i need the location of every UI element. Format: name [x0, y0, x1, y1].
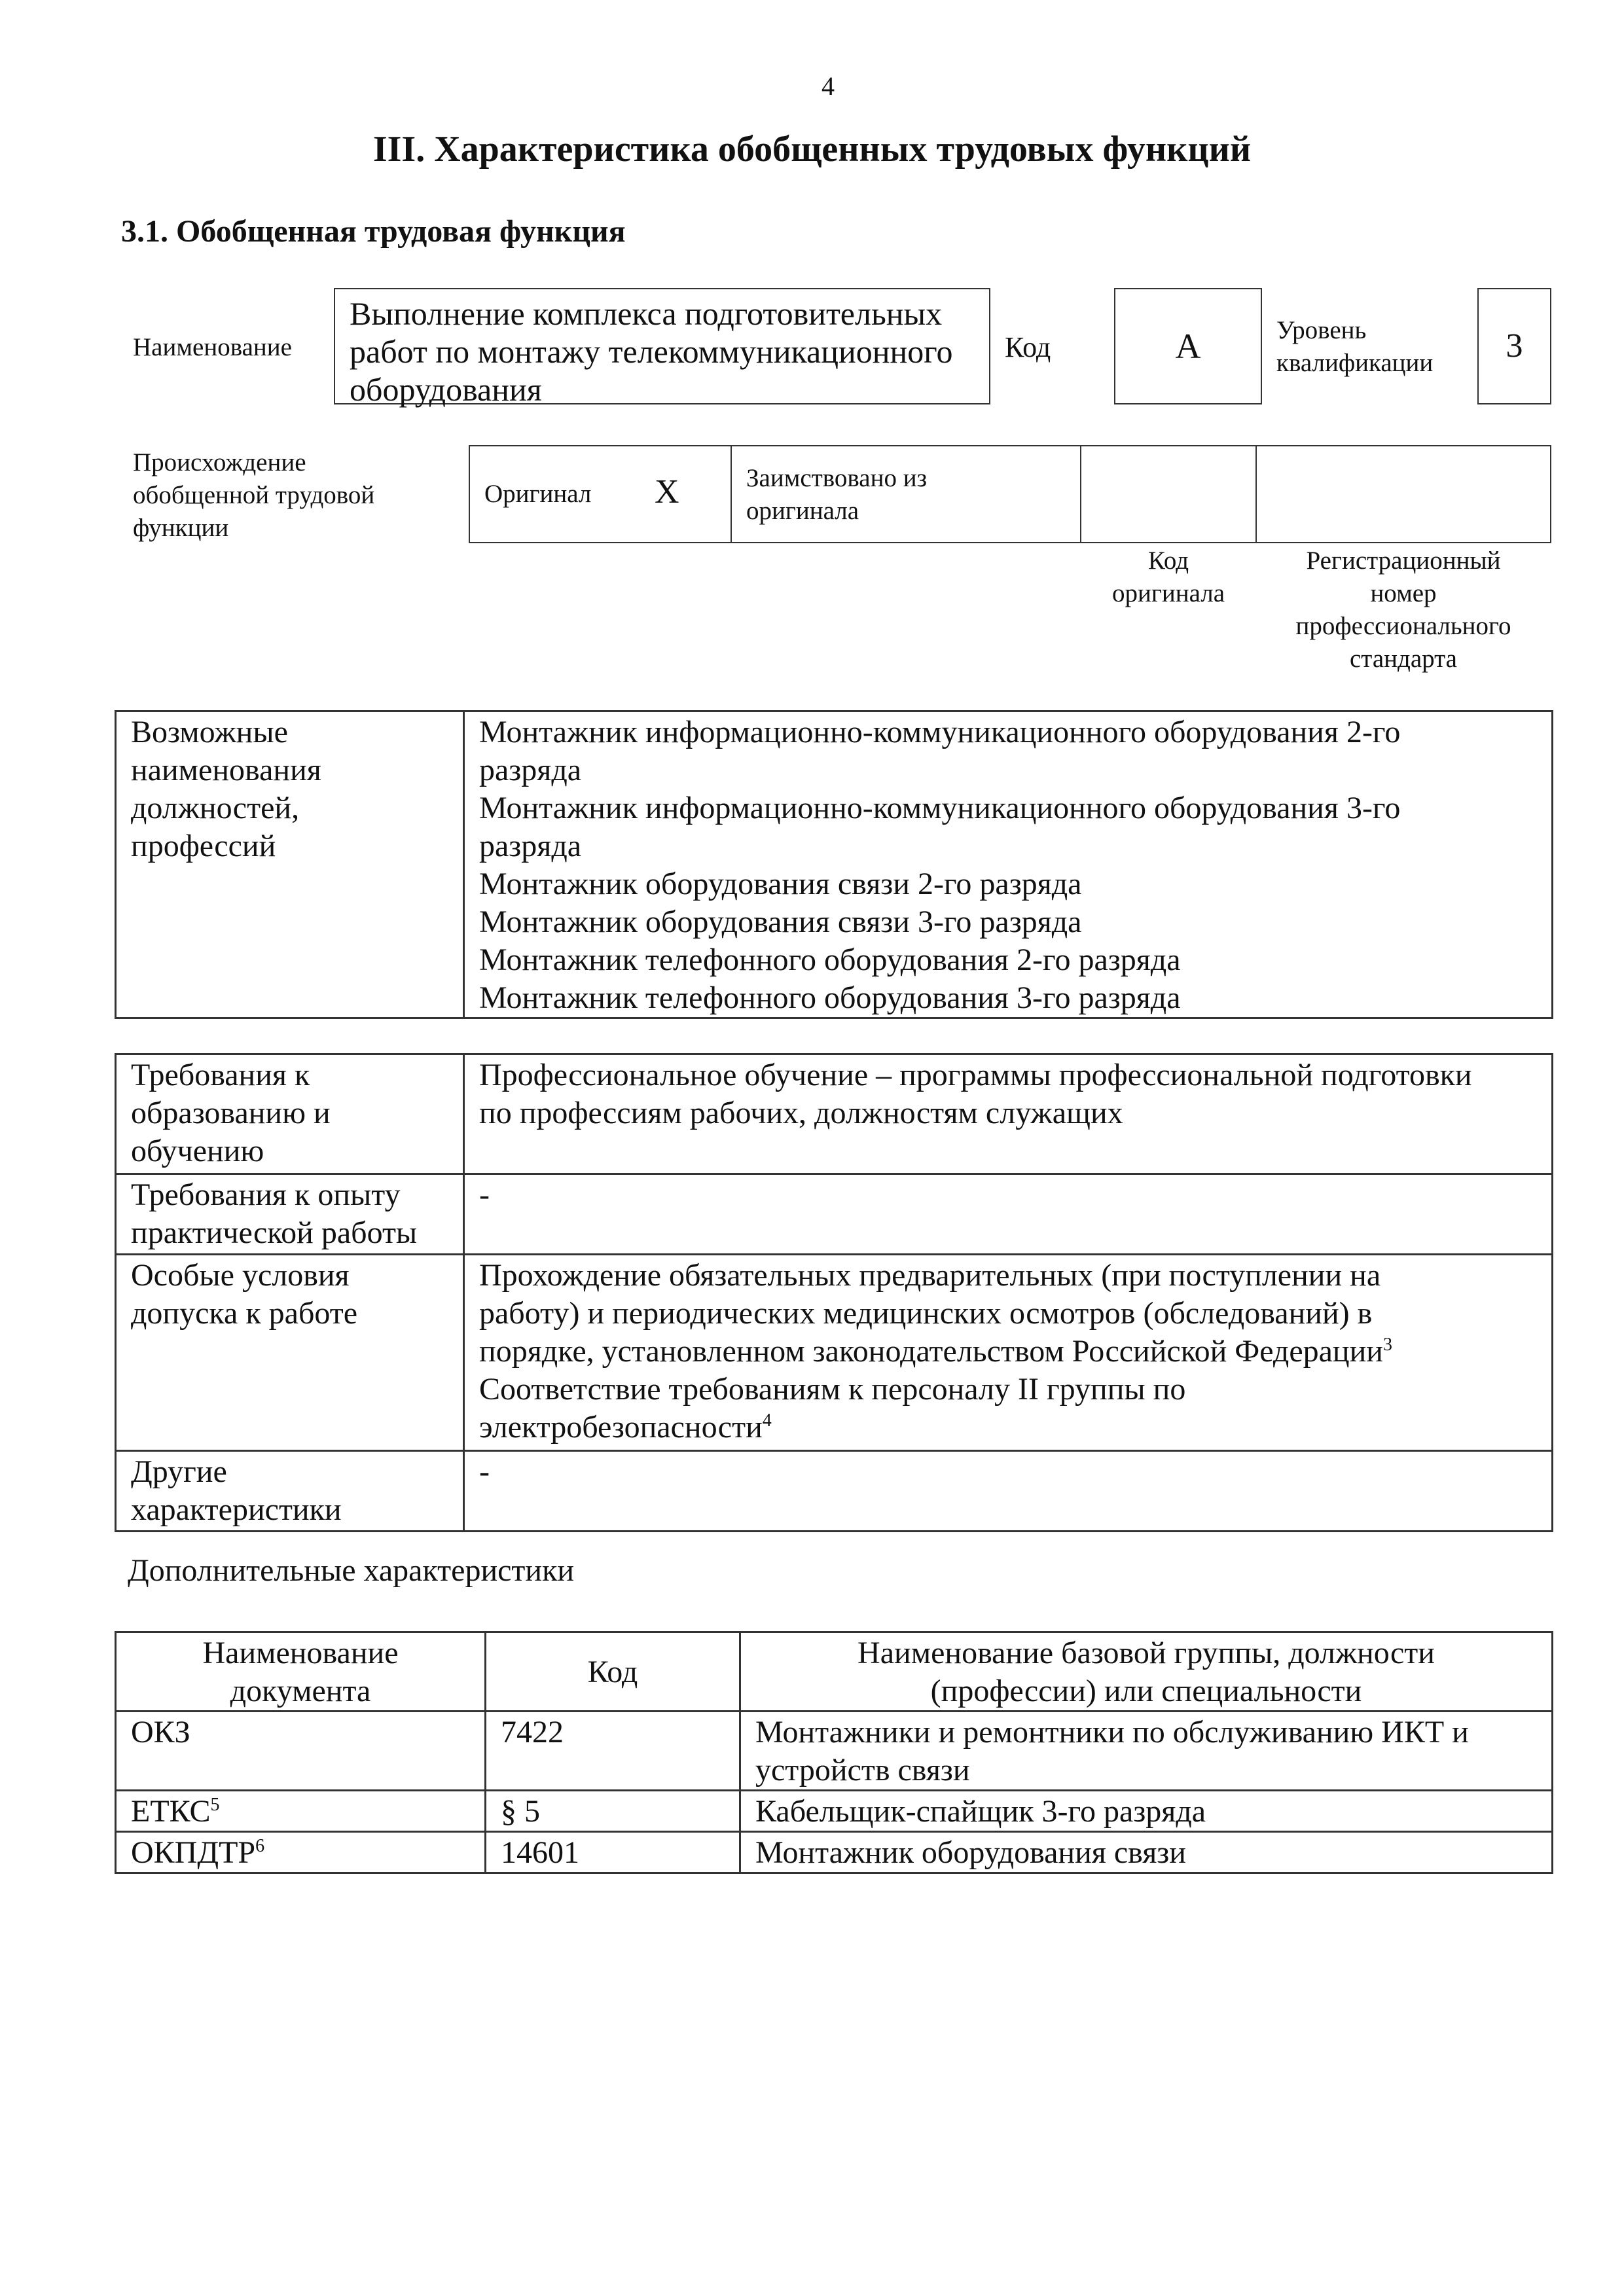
list-item: Монтажник информационно-коммуникационного оборудования 2-го [479, 715, 1401, 749]
header-doc-line: документа [230, 1674, 371, 1708]
positions-label-line: наименования [131, 753, 321, 787]
header-code: Код [486, 1632, 740, 1712]
other-label-line: Другие [131, 1454, 227, 1489]
table-row [116, 1791, 1553, 1832]
cell-doc-text: ОКПДТР [131, 1835, 256, 1870]
positions-list [464, 711, 1553, 1018]
special-label-line: Особые условия [131, 1258, 350, 1293]
special-value-text: порядке, установленном законодательством Российской Федерации [479, 1334, 1383, 1369]
education-label [116, 1054, 464, 1174]
cell-name: Монтажник оборудования связи [740, 1832, 1553, 1873]
special-value-line [479, 1333, 1537, 1371]
function-name-line: Выполнение комплекса подготовительных [350, 295, 943, 332]
education-value [464, 1054, 1553, 1174]
origin-label [133, 446, 374, 545]
requirements-table [115, 1053, 1553, 1532]
other-label [116, 1451, 464, 1532]
education-value-line: по профессиям рабочих, должностям служащих [479, 1096, 1123, 1130]
cell-doc: ОКЗ [116, 1712, 486, 1791]
cell-name [740, 1712, 1553, 1791]
experience-label [116, 1174, 464, 1255]
positions-label-line: профессий [131, 829, 276, 863]
education-value-line: Профессиональное обучение – программы профессиональной подготовки [479, 1058, 1472, 1092]
original-mark: X [655, 473, 679, 511]
experience-value [464, 1174, 1553, 1255]
code-original-caption [1080, 545, 1257, 610]
list-item: Монтажник оборудования связи 2-го разряда [479, 867, 1082, 901]
footnote-ref: 4 [762, 1410, 772, 1431]
list-item: Монтажник телефонного оборудования 2-го разряда [479, 942, 1181, 977]
header-group-line: (профессии) или специальности [930, 1674, 1362, 1708]
special-label [116, 1255, 464, 1451]
list-item: разряда [479, 753, 582, 787]
table-row [116, 711, 1553, 1018]
experience-dash: - [479, 1177, 490, 1212]
positions-label [116, 711, 464, 1018]
education-label-line: Требования к [131, 1058, 310, 1092]
special-value-line: работу) и периодических медицинских осмотров (обследований) в [479, 1296, 1373, 1331]
level-label-line: квалификации [1276, 349, 1434, 377]
experience-label-line: Требования к опыту [131, 1177, 401, 1212]
origin-divider [731, 445, 732, 543]
other-dash: - [479, 1454, 490, 1489]
header-doc-line: Наименование [202, 1636, 399, 1670]
positions-label-line: должностей, [131, 791, 300, 825]
special-value [464, 1255, 1553, 1451]
borrowed-label [746, 462, 927, 528]
other-value [464, 1451, 1553, 1532]
table-row [116, 1832, 1553, 1873]
reg-caption-line: номер [1370, 579, 1437, 607]
section-title: III. Характеристика обобщенных трудовых функций [372, 129, 1252, 170]
reg-caption-line: профессионального [1295, 612, 1511, 640]
origin-box [469, 445, 1551, 543]
cell-code: 14601 [486, 1832, 740, 1873]
additional-table [115, 1631, 1553, 1874]
reg-caption-line: Регистрационный [1306, 547, 1501, 575]
code-label: Код [1005, 331, 1051, 363]
function-name-line: работ по монтажу телекоммуникационного [350, 333, 953, 370]
experience-label-line: практической работы [131, 1215, 418, 1250]
special-value-line: Прохождение обязательных предварительных (при поступлении на [479, 1258, 1381, 1293]
header-group-line: Наименование базовой группы, должности [857, 1636, 1435, 1670]
function-name-line: оборудования [350, 371, 542, 408]
level-label-line: Уровень [1276, 316, 1367, 344]
footnote-ref: 5 [210, 1795, 220, 1815]
cell-name-line: Монтажники и ремонтники по обслуживанию ИКТ и [755, 1715, 1469, 1749]
education-label-line: образованию и [131, 1096, 331, 1130]
borrowed-label-line: Заимствовано из [746, 464, 928, 492]
name-label: Наименование [133, 333, 292, 361]
cell-doc [116, 1791, 486, 1832]
table-row [116, 1451, 1553, 1532]
special-label-line: допуска к работе [131, 1296, 358, 1331]
code-value: А [1114, 288, 1262, 404]
cell-code: 7422 [486, 1712, 740, 1791]
origin-divider [1255, 445, 1257, 543]
origin-label-line: функции [133, 514, 229, 542]
special-value-line: Соответствие требованиям к персоналу II группы по [479, 1372, 1186, 1407]
code-caption-line: оригинала [1111, 579, 1225, 607]
origin-divider [1080, 445, 1081, 543]
origin-label-line: Происхождение [133, 448, 306, 476]
header-group [740, 1632, 1553, 1712]
table-row [116, 1054, 1553, 1174]
level-label [1276, 314, 1433, 380]
cell-doc-text: ЕТКС [131, 1794, 211, 1829]
list-item: Монтажник информационно-коммуникационного оборудования 3-го [479, 791, 1401, 825]
footnote-ref: 3 [1382, 1335, 1392, 1355]
origin-label-line: обобщенной трудовой [133, 481, 375, 509]
cell-name: Кабельщик-спайщик 3-го разряда [740, 1791, 1553, 1832]
header-doc [116, 1632, 486, 1712]
borrowed-label-line: оригинала [746, 497, 859, 525]
special-value-text: электробезопасности [479, 1410, 763, 1444]
level-value: 3 [1477, 288, 1551, 404]
table-row [116, 1712, 1553, 1791]
registration-caption [1255, 545, 1551, 675]
page-number: 4 [821, 71, 835, 101]
education-label-line: обучению [131, 1134, 264, 1168]
special-value-line [479, 1408, 1537, 1446]
reg-caption-line: стандарта [1350, 645, 1457, 673]
additional-heading: Дополнительные характеристики [128, 1553, 575, 1588]
cell-doc [116, 1832, 486, 1873]
list-item: разряда [479, 829, 582, 863]
original-label: Оригинал [484, 480, 592, 508]
code-caption-line: Код [1147, 547, 1189, 575]
subsection-title: 3.1. Обобщенная трудовая функция [121, 214, 626, 249]
list-item: Монтажник телефонного оборудования 3-го разряда [479, 980, 1181, 1015]
footnote-ref: 6 [255, 1836, 265, 1856]
cell-code: § 5 [486, 1791, 740, 1832]
other-label-line: характеристики [131, 1492, 342, 1527]
table-row [116, 1255, 1553, 1451]
positions-table [115, 710, 1553, 1019]
positions-label-line: Возможные [131, 715, 288, 749]
function-name-box [334, 288, 990, 408]
table-row [116, 1174, 1553, 1255]
cell-name-line: устройств связи [755, 1753, 970, 1787]
table-header-row [116, 1632, 1553, 1712]
list-item: Монтажник оборудования связи 3-го разряда [479, 905, 1082, 939]
